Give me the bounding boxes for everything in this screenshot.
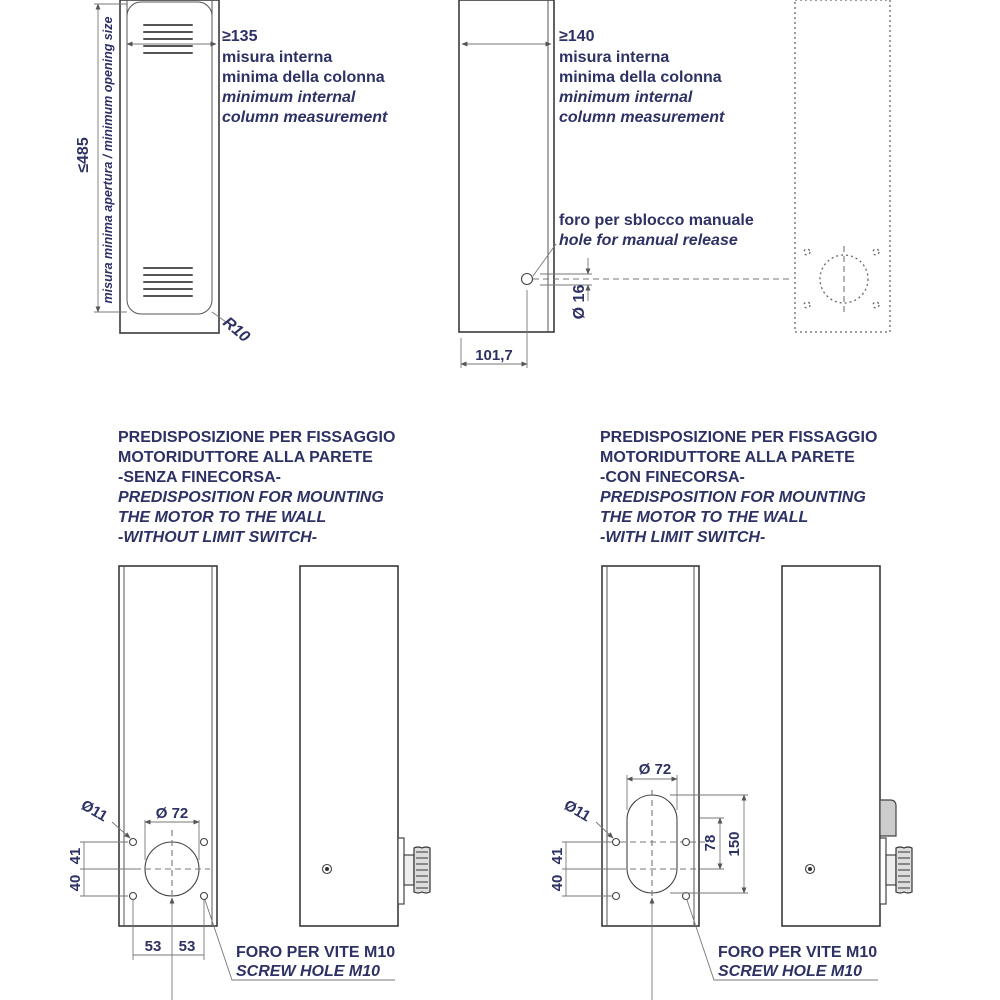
radius-dimension: R10 [219, 314, 253, 346]
vdim-value-41: 41 [549, 847, 566, 865]
dim-150-value: 150 [726, 831, 743, 857]
vent-slots-bottom [144, 268, 192, 296]
title-italian-line1: PREDISPOSIZIONE PER FISSAGGIO [600, 429, 878, 446]
width-dimension-value: ≥140 [559, 28, 595, 45]
column-outline [120, 0, 219, 333]
title-italian-line2: MOTORIDUTTORE ALLA PARETE [600, 449, 855, 466]
screw-hole [201, 839, 208, 846]
d11-leader [112, 822, 130, 838]
top-right-motor-plate [795, 0, 890, 332]
d11-leader [596, 822, 613, 838]
vdim-value-40: 40 [549, 874, 566, 892]
dotted-screw-hole [873, 302, 879, 308]
screw-hole [613, 893, 620, 900]
motor-flange [880, 838, 886, 904]
d11-dimension-value: Ø11 [78, 796, 111, 826]
title-italian-line1: PREDISPOSIZIONE PER FISSAGGIO [118, 429, 396, 446]
dotted-column-outline [795, 0, 890, 332]
dim-78-value: 78 [702, 834, 719, 852]
bottom-right-side-view [782, 566, 912, 926]
title-english-line1: PREDISPOSITION FOR MOUNTING [600, 489, 866, 506]
d72-dimension-value: Ø 72 [155, 805, 189, 822]
bottom-left-side-view [300, 566, 430, 926]
top-left-column-drawing [75, 0, 388, 346]
title-english-line2: THE MOTOR TO THE WALL [118, 509, 327, 526]
title-english-line1: PREDISPOSITION FOR MOUNTING [118, 489, 384, 506]
screw-hole [683, 893, 690, 900]
height-dimension-label: misura minima apertura / minimum opening size [101, 16, 115, 304]
screw-hole [130, 893, 137, 900]
d72-dimension-value: Ø 72 [638, 761, 672, 778]
top-middle-column-drawing [459, 0, 792, 368]
motor-shaft [886, 855, 896, 885]
screw-hole [130, 839, 137, 846]
title-italian-line3: -SENZA FINECORSA- [118, 469, 281, 486]
hdim-value-right: 53 [178, 938, 196, 955]
column-outline [459, 0, 554, 332]
dotted-screw-hole [804, 249, 810, 255]
screw-label-english: SCREW HOLE M10 [718, 963, 863, 980]
label-english-line1: minimum internal [559, 89, 693, 106]
release-leader [533, 244, 556, 276]
manual-release-hole [522, 274, 533, 285]
screw-label-italian: FORO PER VITE M10 [236, 944, 396, 961]
offset-dimension-value: 101,7 [475, 347, 513, 364]
label-english-line2: column measurement [559, 109, 725, 126]
limit-switch-housing [880, 800, 896, 836]
motor-shaft [404, 855, 414, 885]
d11-dimension-value: Ø11 [561, 796, 594, 826]
title-english-line2: THE MOTOR TO THE WALL [600, 509, 809, 526]
column-outline [782, 566, 880, 926]
label-english-line2: column measurement [222, 109, 388, 126]
label-italian-line2: minima della colonna [222, 69, 385, 86]
vdim-value-41: 41 [67, 847, 84, 865]
label-english-line1: minimum internal [222, 89, 356, 106]
motor-flange [398, 838, 404, 904]
bottom-right-front-view [549, 566, 878, 1000]
screw-hole [201, 893, 208, 900]
release-hole-center [325, 867, 329, 871]
vent-slots-top [144, 25, 192, 53]
label-italian-line1: misura interna [559, 49, 670, 66]
height-dimension-value: ≤485 [75, 137, 92, 173]
width-dimension-value: ≥135 [222, 28, 258, 45]
dotted-screw-hole [804, 302, 810, 308]
screw-label-italian: FORO PER VITE M10 [718, 944, 878, 961]
hdim-value-left: 53 [144, 938, 162, 955]
title-english-line3: -WITH LIMIT SWITCH- [600, 529, 766, 546]
screw-hole [613, 839, 620, 846]
bottom-right-title [600, 429, 877, 546]
title-english-line3: -WITHOUT LIMIT SWITCH- [118, 529, 318, 546]
release-label-italian: foro per sblocco manuale [559, 212, 754, 229]
vdim-value-40: 40 [67, 874, 84, 892]
screw-hole [683, 839, 690, 846]
release-label-english: hole for manual release [559, 232, 738, 249]
title-italian-line3: -CON FINECORSA- [600, 469, 745, 486]
label-italian-line1: misura interna [222, 49, 333, 66]
release-hole-center [808, 867, 812, 871]
bottom-left-front-view [67, 566, 395, 1000]
label-italian-line2: minima della colonna [559, 69, 722, 86]
dotted-screw-hole [873, 249, 879, 255]
opening-top-arc [127, 2, 212, 16]
opening-outline [127, 0, 212, 314]
bottom-left-title [118, 429, 395, 546]
screw-label-english: SCREW HOLE M10 [236, 963, 381, 980]
column-outline [300, 566, 398, 926]
hole-diameter-dimension: Ø 16 [571, 284, 588, 320]
title-italian-line2: MOTORIDUTTORE ALLA PARETE [118, 449, 373, 466]
